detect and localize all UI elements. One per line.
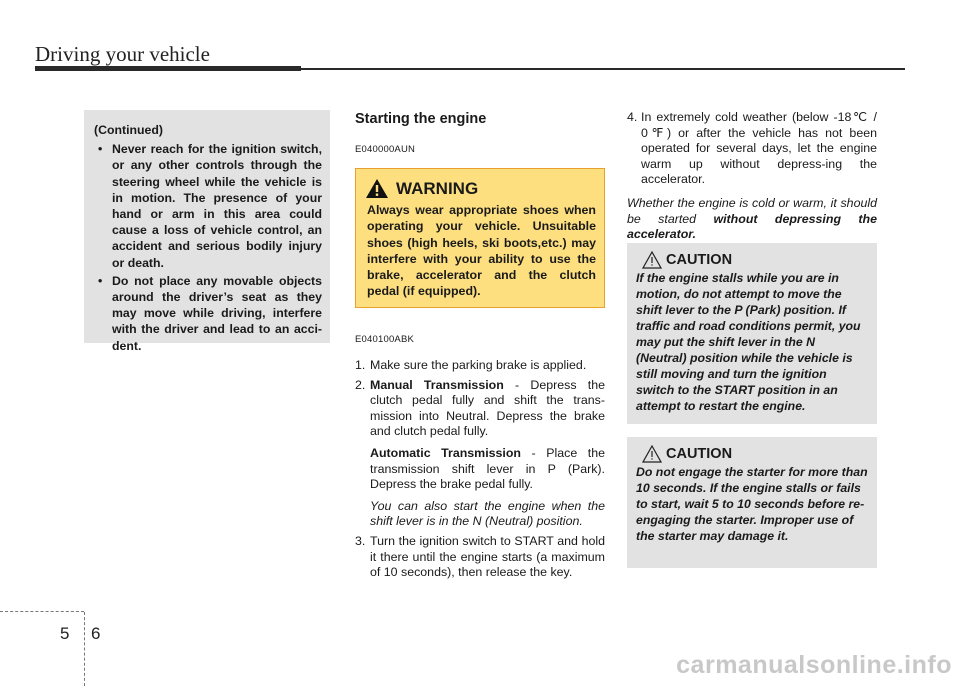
step-item [355,378,605,530]
warning-header [365,178,596,199]
list-item [92,273,322,354]
page-rule-vertical [84,612,85,686]
starting-engine-column [355,110,605,585]
cold-warm-note [627,196,877,243]
continued-warning-box [84,110,330,353]
step-text: Make sure the parking brake is applied. [370,358,587,372]
step-text: In extremely cold weather (below -18℃ / 0℉) or after the vehicle has not been operated for several days, let the engine warm up without depress-ing the accelerator. [641,110,877,187]
step-number: 2. [355,377,366,392]
watermark: carmanualsonline.info [676,651,952,679]
note-text: Whether the engine is cold or warm, it should be started [627,195,877,226]
step-number: 3. [355,533,366,548]
caution-box-starter [627,437,877,568]
automatic-transmission-label: Automatic Transmission [370,445,522,460]
manual-transmission-label: Manual Transmission [370,377,504,392]
section-code: E040100ABK [355,334,415,346]
list-item [92,141,322,271]
caution-title: CAUTION [666,446,733,462]
note-emphasis: without depressing the accelerator. [627,211,877,242]
step-list [355,358,605,581]
header-rule-thin [301,68,905,70]
section-number: 5 [60,624,70,643]
section-title: Starting the engine [355,111,487,127]
step-item [355,534,605,581]
bullet-icon: • [98,273,103,288]
step-item [355,358,605,374]
caution-title: CAUTION [666,252,733,268]
bullet-text: Never reach for the ignition switch, or any other controls through the steering wheel while the vehicle is in motion. The presence of your hand or arm in this area could cause a loss of vehicle control, an accident and serious bodily injury or death. [112,142,322,270]
caution-text: If the engine stalls while you are in motion, do not attempt to move the shift lever to the P (Park) position. If traffic and road conditions permit, you may put the shift lever in the N (Neutral) position while the vehicle is still moving and turn the ignition switch to the START position in an attempt to restart the engine. [636,271,861,413]
step-number: 1. [355,358,366,372]
manual-transmission-instruction: - Depress the clutch pedal fully and shift the trans-mission into Neutral. Depress the brake and clutch pedal fully. [370,377,605,439]
caution-triangle-icon [642,445,662,463]
caution-header [642,445,868,463]
caution-header [642,251,868,269]
step-item [627,110,877,188]
manual-transmission-text [370,378,605,440]
page-header-title: Driving your vehicle [35,42,210,66]
warning-text: Always wear appropriate shoes when operating your vehicle. Unsuitable shoes (high heels, ski boots,etc.) may interfere with your ability to use the brake, accelerator and the clutch pedal (if equipped). [367,203,596,299]
page-rule-horizontal [0,611,84,612]
page-number: 6 [91,624,101,643]
continued-title: (Continued) [94,123,163,137]
warning-title: WARNING [396,178,479,198]
header-rule-thick [35,66,301,71]
bullet-icon: • [98,142,103,157]
caution-triangle-icon [642,251,662,269]
neutral-note: You can also start the engine when the shift lever is in the N (Neutral) position. [370,498,605,529]
section-code: E040000AUN [355,143,416,155]
warning-triangle-icon [365,178,389,199]
automatic-transmission-instruction: - Place the transmission shift lever in P (Park). Depress the brake pedal fully. [370,445,605,492]
bullet-text: Do not place any movable objects around the driver’s seat as they may move while driving, interfere with the driver and lead to an acci-dent. [112,273,322,353]
step-text: Turn the ignition switch to START and hold it there until the engine starts (a maximum of 10 seconds), then release the key. [370,533,605,580]
warning-box [355,168,605,308]
cold-weather-column [627,110,877,243]
caution-box-stall [627,243,877,424]
continued-bullet-list [92,141,322,354]
automatic-transmission-text [370,446,605,493]
step-number: 4. [627,110,638,124]
caution-text: Do not engage the starter for more than 10 seconds. If the engine stalls or fails to start, wait 5 to 10 seconds before re-engaging the starter. Improper use of the starter may damage it. [636,465,868,543]
